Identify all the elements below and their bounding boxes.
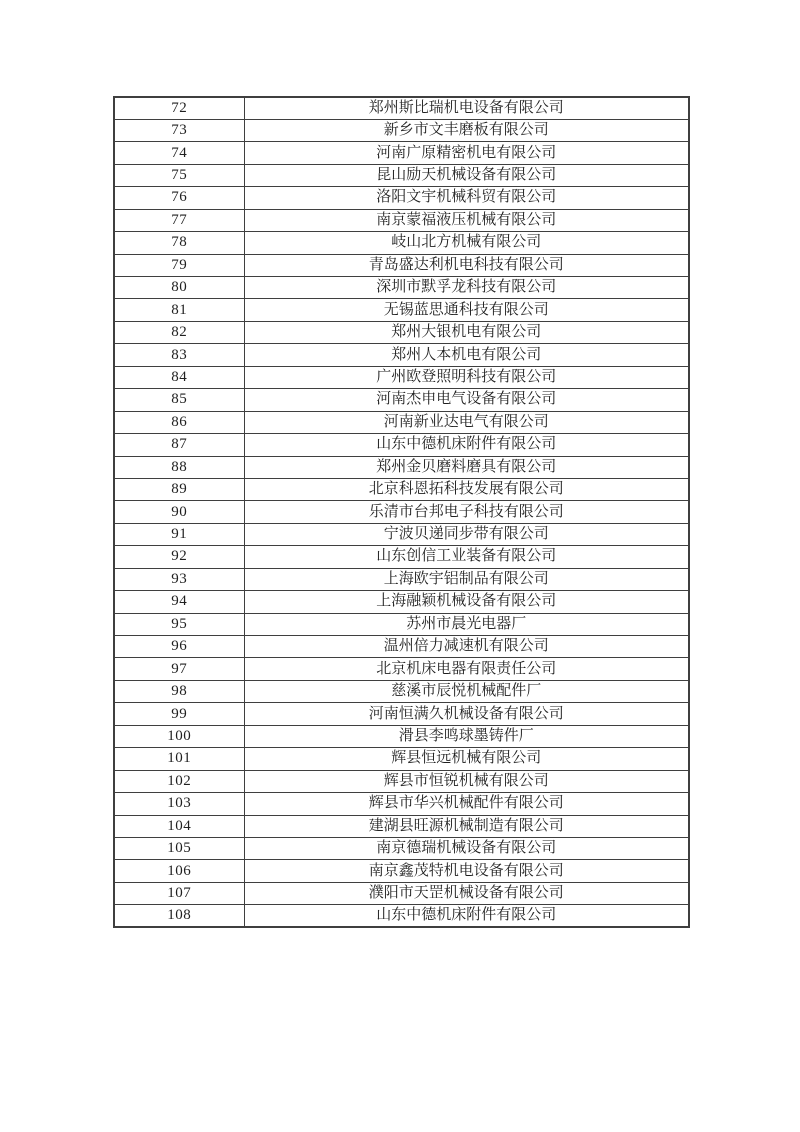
table-row <box>114 523 689 545</box>
company-name-cell: 宁波贝递同步带有限公司 <box>244 523 689 545</box>
company-name-cell: 河南恒满久机械设备有限公司 <box>244 703 689 725</box>
row-number-cell: 106 <box>114 860 244 882</box>
company-table <box>113 96 690 928</box>
company-name-cell: 郑州斯比瑞机电设备有限公司 <box>244 97 689 119</box>
company-name-cell: 青岛盛达利机电科技有限公司 <box>244 254 689 276</box>
company-name-cell: 岐山北方机械有限公司 <box>244 232 689 254</box>
table-row <box>114 725 689 747</box>
row-number-cell: 75 <box>114 164 244 186</box>
table-row <box>114 905 689 927</box>
table-row <box>114 882 689 904</box>
row-number-cell: 73 <box>114 119 244 141</box>
table-row <box>114 770 689 792</box>
table-row <box>114 164 689 186</box>
table-row <box>114 344 689 366</box>
row-number-cell: 100 <box>114 725 244 747</box>
company-name-cell: 山东创信工业装备有限公司 <box>244 546 689 568</box>
row-number-cell: 102 <box>114 770 244 792</box>
row-number-cell: 103 <box>114 793 244 815</box>
row-number-cell: 107 <box>114 882 244 904</box>
row-number-cell: 91 <box>114 523 244 545</box>
company-name-cell: 南京德瑞机械设备有限公司 <box>244 837 689 859</box>
row-number-cell: 98 <box>114 680 244 702</box>
table-row <box>114 411 689 433</box>
row-number-cell: 81 <box>114 299 244 321</box>
row-number-cell: 104 <box>114 815 244 837</box>
table-row <box>114 613 689 635</box>
company-table-body <box>114 97 689 927</box>
company-name-cell: 辉县恒远机械有限公司 <box>244 748 689 770</box>
table-row <box>114 209 689 231</box>
company-name-cell: 新乡市文丰磨板有限公司 <box>244 119 689 141</box>
row-number-cell: 86 <box>114 411 244 433</box>
row-number-cell: 74 <box>114 142 244 164</box>
table-row <box>114 277 689 299</box>
company-name-cell: 濮阳市天罡机械设备有限公司 <box>244 882 689 904</box>
row-number-cell: 72 <box>114 97 244 119</box>
table-row <box>114 860 689 882</box>
table-row <box>114 591 689 613</box>
company-name-cell: 北京机床电器有限责任公司 <box>244 658 689 680</box>
company-name-cell: 辉县市恒锐机械有限公司 <box>244 770 689 792</box>
row-number-cell: 80 <box>114 277 244 299</box>
table-row <box>114 546 689 568</box>
company-name-cell: 辉县市华兴机械配件有限公司 <box>244 793 689 815</box>
row-number-cell: 79 <box>114 254 244 276</box>
row-number-cell: 96 <box>114 636 244 658</box>
row-number-cell: 85 <box>114 389 244 411</box>
row-number-cell: 83 <box>114 344 244 366</box>
row-number-cell: 78 <box>114 232 244 254</box>
table-row <box>114 232 689 254</box>
row-number-cell: 95 <box>114 613 244 635</box>
table-row <box>114 299 689 321</box>
table-row <box>114 97 689 119</box>
company-name-cell: 河南新业达电气有限公司 <box>244 411 689 433</box>
company-name-cell: 昆山励天机械设备有限公司 <box>244 164 689 186</box>
company-name-cell: 上海欧宇铝制品有限公司 <box>244 568 689 590</box>
company-name-cell: 郑州金贝磨料磨具有限公司 <box>244 456 689 478</box>
table-row <box>114 119 689 141</box>
table-row <box>114 187 689 209</box>
company-name-cell: 苏州市晨光电器厂 <box>244 613 689 635</box>
row-number-cell: 93 <box>114 568 244 590</box>
table-row <box>114 456 689 478</box>
row-number-cell: 108 <box>114 905 244 927</box>
company-name-cell: 南京蒙福液压机械有限公司 <box>244 209 689 231</box>
company-name-cell: 河南广原精密机电有限公司 <box>244 142 689 164</box>
row-number-cell: 88 <box>114 456 244 478</box>
row-number-cell: 84 <box>114 366 244 388</box>
table-row <box>114 321 689 343</box>
company-name-cell: 郑州人本机电有限公司 <box>244 344 689 366</box>
row-number-cell: 99 <box>114 703 244 725</box>
row-number-cell: 89 <box>114 478 244 500</box>
company-name-cell: 深圳市默孚龙科技有限公司 <box>244 277 689 299</box>
table-row <box>114 748 689 770</box>
company-name-cell: 建湖县旺源机械制造有限公司 <box>244 815 689 837</box>
company-name-cell: 洛阳文宇机械科贸有限公司 <box>244 187 689 209</box>
row-number-cell: 97 <box>114 658 244 680</box>
table-row <box>114 254 689 276</box>
table-row <box>114 366 689 388</box>
row-number-cell: 76 <box>114 187 244 209</box>
company-name-cell: 北京科恩拓科技发展有限公司 <box>244 478 689 500</box>
row-number-cell: 105 <box>114 837 244 859</box>
table-row <box>114 568 689 590</box>
table-row <box>114 142 689 164</box>
company-name-cell: 山东中德机床附件有限公司 <box>244 905 689 927</box>
table-row <box>114 703 689 725</box>
row-number-cell: 101 <box>114 748 244 770</box>
company-name-cell: 慈溪市辰悦机械配件厂 <box>244 680 689 702</box>
company-name-cell: 郑州大银机电有限公司 <box>244 321 689 343</box>
company-name-cell: 广州欧登照明科技有限公司 <box>244 366 689 388</box>
company-name-cell: 上海融颖机械设备有限公司 <box>244 591 689 613</box>
row-number-cell: 87 <box>114 434 244 456</box>
company-name-cell: 乐清市台邦电子科技有限公司 <box>244 501 689 523</box>
table-row <box>114 837 689 859</box>
table-row <box>114 434 689 456</box>
company-name-cell: 温州倍力减速机有限公司 <box>244 636 689 658</box>
row-number-cell: 94 <box>114 591 244 613</box>
row-number-cell: 77 <box>114 209 244 231</box>
row-number-cell: 90 <box>114 501 244 523</box>
table-row <box>114 501 689 523</box>
row-number-cell: 92 <box>114 546 244 568</box>
table-row <box>114 389 689 411</box>
row-number-cell: 82 <box>114 321 244 343</box>
company-name-cell: 无锡蓝思通科技有限公司 <box>244 299 689 321</box>
table-row <box>114 658 689 680</box>
table-row <box>114 680 689 702</box>
table-row <box>114 793 689 815</box>
company-name-cell: 滑县李鸣球墨铸件厂 <box>244 725 689 747</box>
table-row <box>114 815 689 837</box>
table-row <box>114 636 689 658</box>
company-name-cell: 河南杰申电气设备有限公司 <box>244 389 689 411</box>
company-name-cell: 山东中德机床附件有限公司 <box>244 434 689 456</box>
table-row <box>114 478 689 500</box>
company-name-cell: 南京鑫茂特机电设备有限公司 <box>244 860 689 882</box>
